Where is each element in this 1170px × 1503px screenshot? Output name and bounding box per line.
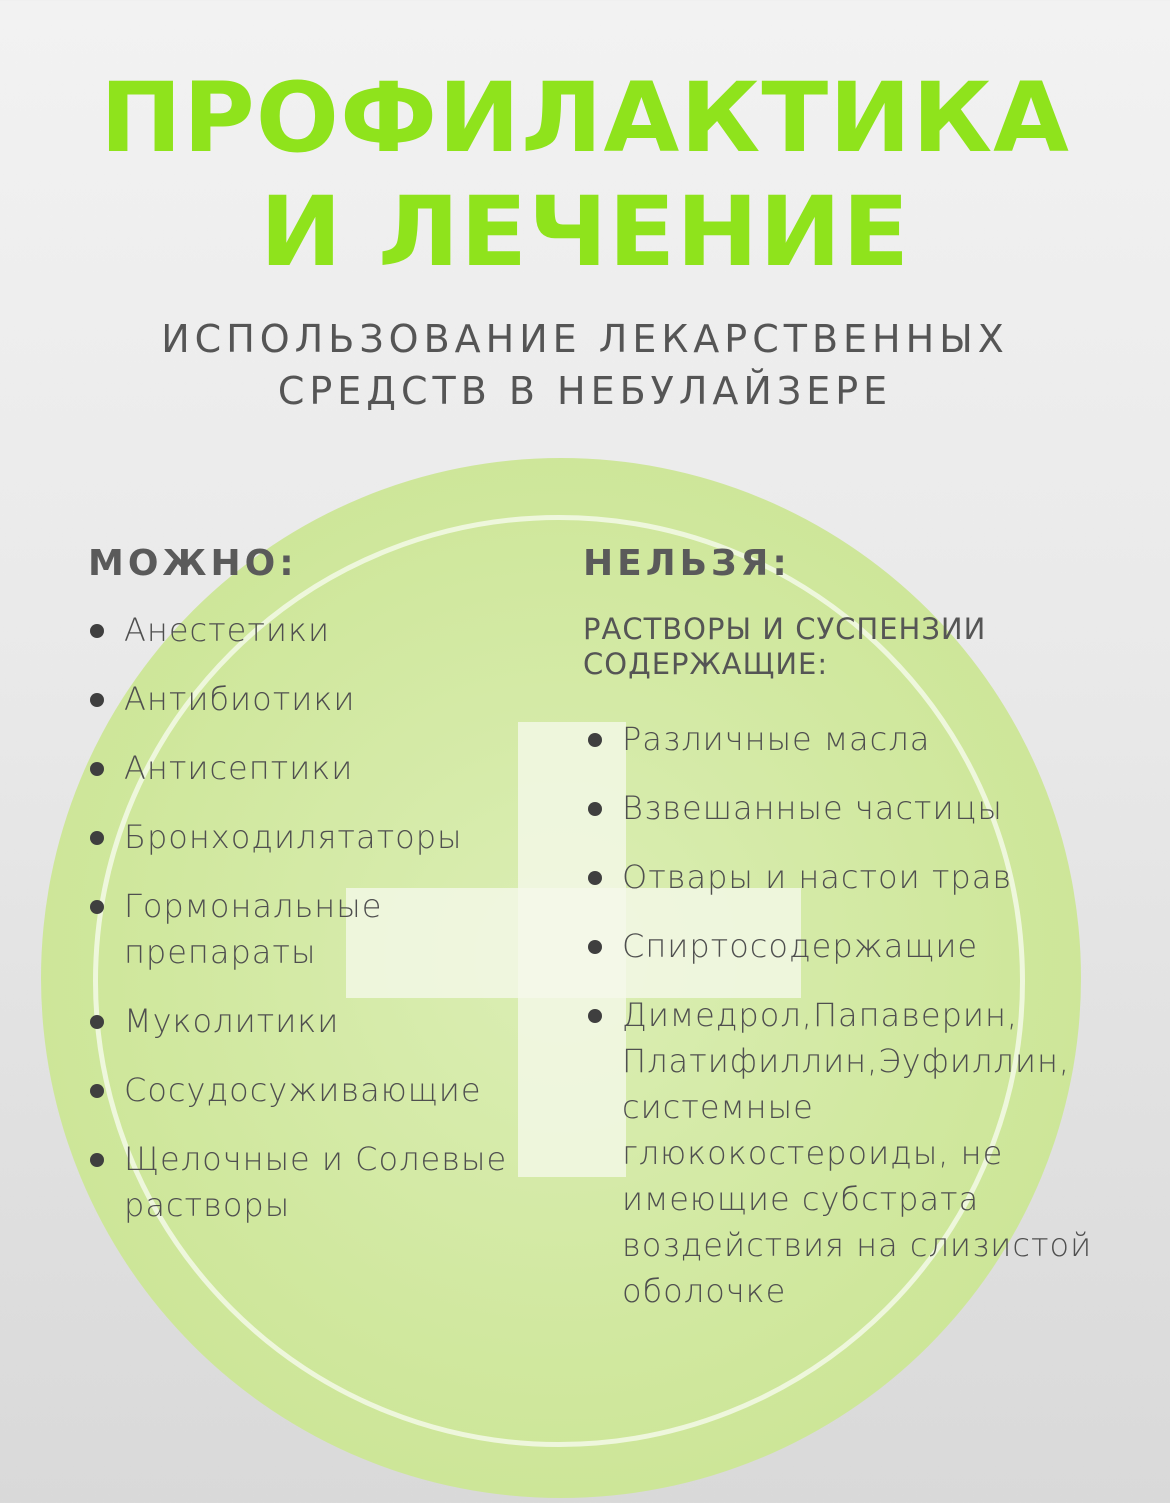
forbidden-item: Димедрол,Папаверин, Платифиллин,Эуфиллин, системные глюкокостероиды, не имеющие субстрата воздействия на слизистой оболочке [586, 992, 1142, 1314]
forbidden-item: Отвары и настои трав [586, 854, 1146, 900]
allowed-heading: МОЖНО: [88, 543, 298, 584]
allowed-item: Анестетики [88, 607, 568, 653]
subtitle-line-2: СРЕДСТВ В НЕБУЛАЙЗЕРЕ [277, 369, 893, 413]
allowed-item: Муколитики [88, 998, 568, 1044]
allowed-item: Бронходилятаторы [88, 814, 568, 860]
allowed-item: Антисептики [88, 745, 568, 791]
forbidden-intro: РАСТВОРЫ И СУСПЕНЗИИ СОДЕРЖАЩИЕ: [583, 612, 987, 681]
allowed-item: Антибиотики [88, 676, 568, 722]
forbidden-item: Взвешанные частицы [586, 785, 1146, 831]
allowed-item: Щелочные и Солевые растворы [88, 1136, 594, 1228]
title-line-1: ПРОФИЛАКТИКА [100, 62, 1070, 174]
forbidden-item: Различные масла [586, 716, 1146, 762]
forbidden-list [586, 716, 1146, 1337]
title-line-2: И ЛЕЧЕНИЕ [259, 176, 911, 288]
subtitle-line-1: ИСПОЛЬЗОВАНИЕ ЛЕКАРСТВЕННЫХ [161, 317, 1009, 361]
allowed-list [88, 607, 568, 1251]
allowed-item: Гормональные препараты [88, 883, 454, 975]
forbidden-item: Спиртосодержащие [586, 923, 1146, 969]
allowed-item: Сосудосуживающие [88, 1067, 568, 1113]
forbidden-heading: НЕЛЬЗЯ: [583, 543, 791, 584]
